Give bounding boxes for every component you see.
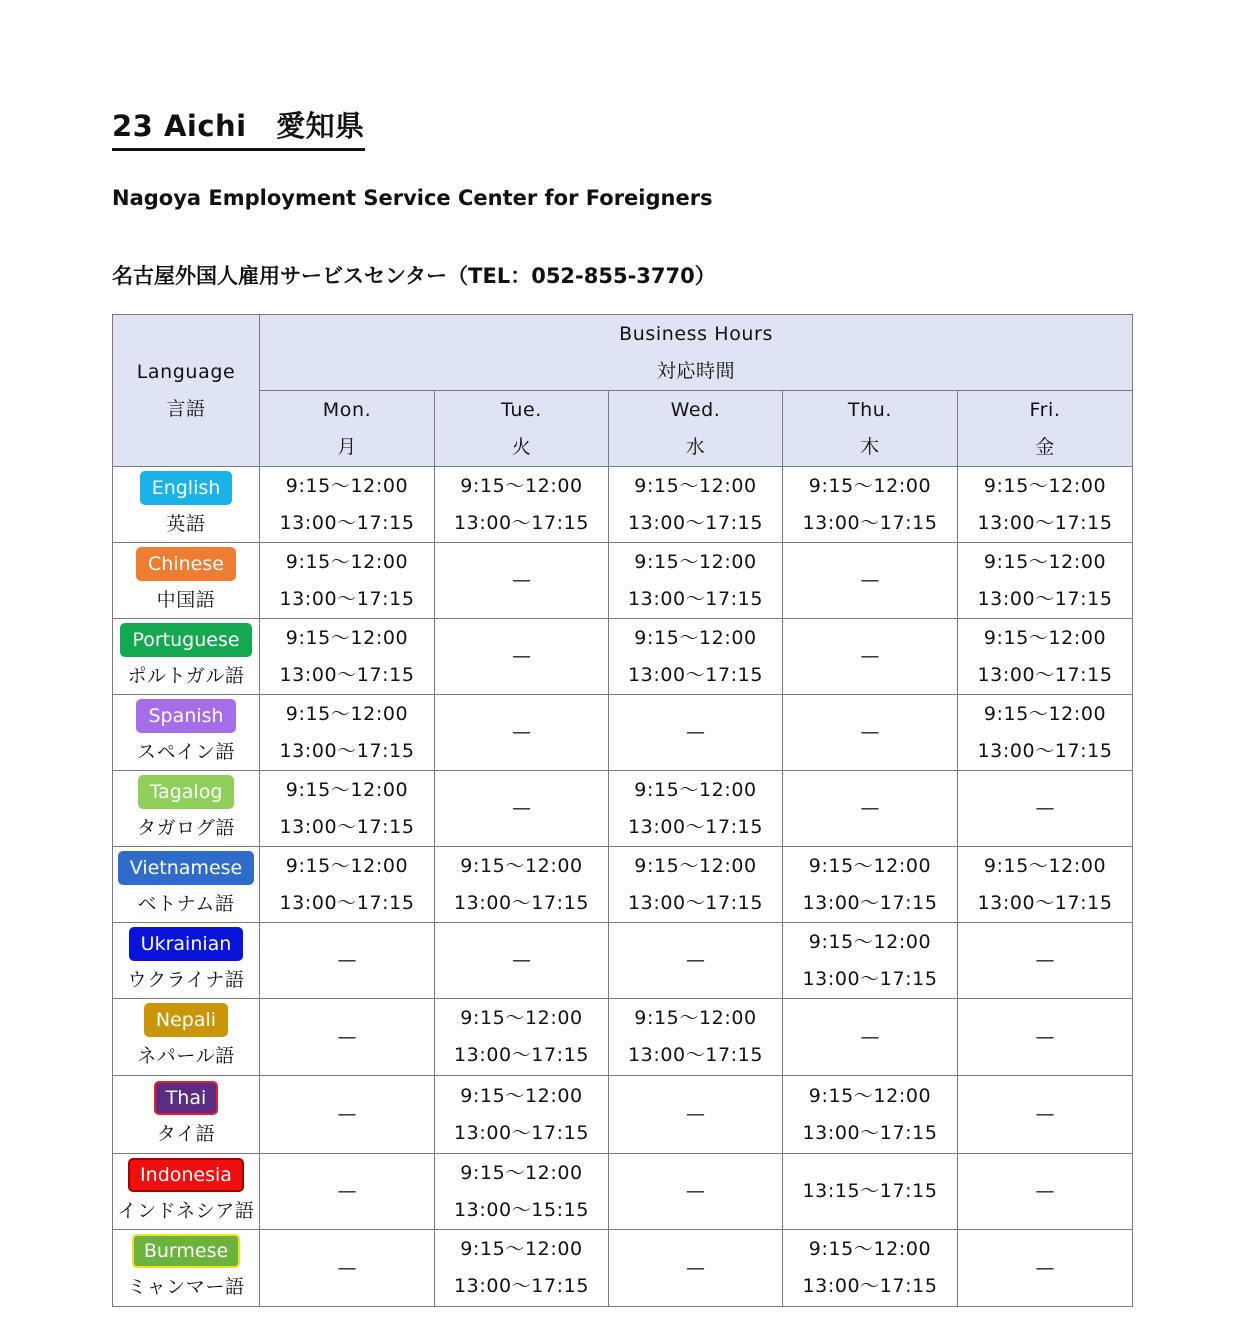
- hours-cell-closed: [958, 771, 1133, 847]
- hours-cell-closed: [435, 923, 609, 999]
- hours-cell-closed: [260, 1230, 435, 1307]
- hours-range: 9:15～12:00: [983, 550, 1107, 573]
- hours-cell: [435, 1154, 609, 1230]
- hours-cell-closed: [260, 1154, 435, 1230]
- table-row: [113, 1076, 1133, 1154]
- hours-cell-closed: [783, 999, 958, 1076]
- hours-range: 9:15～12:00: [983, 854, 1107, 877]
- table-row: [113, 467, 1133, 543]
- hours-range: 9:15～12:00: [285, 854, 409, 877]
- language-badge: Chinese: [136, 547, 236, 581]
- hours-cell-closed: [783, 771, 958, 847]
- table-row: [113, 619, 1133, 695]
- hours-range: 13:00～17:15: [627, 511, 764, 534]
- table-row: [113, 771, 1133, 847]
- language-cell: [113, 923, 260, 999]
- closed-dash: —: [512, 569, 531, 591]
- business-hours-header-ja: 対応時間: [656, 359, 736, 382]
- hours-cell-closed: [958, 1230, 1133, 1307]
- closed-dash: —: [686, 1180, 705, 1202]
- closed-dash: —: [337, 1256, 357, 1279]
- hours-range: 9:15～12:00: [460, 1084, 583, 1107]
- hours-range: 9:15～12:00: [808, 930, 932, 953]
- day-en: Mon.: [322, 398, 372, 421]
- language-badge: Nepali: [144, 1003, 228, 1037]
- language-cell: [113, 695, 260, 771]
- hours-cell-closed: [958, 999, 1133, 1076]
- hours-range: 9:15～12:00: [285, 778, 409, 801]
- closed-dash: —: [860, 797, 880, 819]
- hours-range: 9:15～12:00: [634, 626, 757, 649]
- language-name-ja: インドネシア語: [117, 1199, 255, 1222]
- hours-range: 9:15～12:00: [808, 474, 932, 497]
- hours-range: 13:00～17:15: [802, 511, 938, 534]
- center-name-en: Nagoya Employment Service Center for Foreigners: [112, 186, 713, 210]
- day-en: Tue.: [501, 398, 542, 421]
- closed-dash: —: [512, 797, 531, 819]
- hours-range: 13:00～17:15: [977, 739, 1113, 762]
- language-cell: [113, 467, 260, 543]
- hours-cell-closed: [260, 923, 435, 999]
- hours-cell: [260, 695, 435, 771]
- hours-cell: [260, 467, 435, 543]
- hours-range: 13:00～17:15: [977, 511, 1113, 534]
- hours-range: 9:15～12:00: [460, 1161, 583, 1184]
- language-cell: [113, 543, 260, 619]
- hours-range: 13:00～17:15: [627, 1044, 764, 1066]
- hours-cell-closed: [609, 1230, 783, 1307]
- closed-dash: —: [512, 645, 531, 667]
- closed-dash: —: [512, 949, 531, 971]
- table-row: [113, 543, 1133, 619]
- hours-cell-closed: [435, 695, 609, 771]
- hours-cell: [609, 999, 783, 1076]
- language-name-ja: 英語: [166, 512, 206, 535]
- language-badge: Indonesia: [128, 1158, 244, 1192]
- hours-range: 13:00～17:15: [627, 891, 764, 914]
- closed-dash: —: [686, 1256, 705, 1279]
- hours-cell-closed: [958, 1076, 1133, 1154]
- hours-cell: [435, 1076, 609, 1154]
- closed-dash: —: [860, 721, 880, 743]
- hours-cell-closed: [260, 999, 435, 1076]
- language-name-ja: ポルトガル語: [127, 664, 245, 687]
- hours-range: 13:00～17:15: [279, 511, 415, 534]
- language-header: [113, 315, 260, 467]
- hours-cell: [435, 1230, 609, 1307]
- hours-cell-closed: [958, 1154, 1133, 1230]
- hours-cell-closed: [435, 543, 609, 619]
- table-row: [113, 923, 1133, 999]
- hours-cell-closed: [609, 923, 783, 999]
- day-header-fri: [958, 391, 1133, 467]
- hours-range: 13:00～17:15: [453, 891, 590, 914]
- hours-cell: [609, 847, 783, 923]
- table-row: [113, 695, 1133, 771]
- language-badge: English: [140, 471, 233, 505]
- hours-cell: [783, 923, 958, 999]
- language-cell: [113, 1154, 260, 1230]
- hours-cell: [958, 847, 1133, 923]
- hours-cell: [260, 543, 435, 619]
- language-cell: [113, 619, 260, 695]
- hours-range: 9:15～12:00: [634, 778, 757, 801]
- day-header-thu: [783, 391, 958, 467]
- closed-dash: —: [860, 645, 880, 667]
- closed-dash: —: [1035, 949, 1055, 971]
- hours-cell: [260, 771, 435, 847]
- schedule-body: [113, 467, 1133, 1307]
- language-name-ja: タイ語: [156, 1122, 216, 1145]
- hours-range: 9:15～12:00: [460, 1238, 583, 1260]
- table-row: [113, 999, 1133, 1076]
- closed-dash: —: [686, 721, 705, 743]
- hours-range: 9:15～12:00: [634, 1007, 757, 1029]
- closed-dash: —: [1035, 797, 1055, 819]
- hours-range: 9:15～12:00: [808, 1084, 932, 1107]
- hours-range: 13:00～17:15: [279, 663, 415, 686]
- language-cell: [113, 1230, 260, 1307]
- hours-range: 13:00～17:15: [279, 815, 415, 838]
- hours-range: 13:00～17:15: [802, 1121, 938, 1144]
- language-badge: Spanish: [136, 699, 235, 733]
- language-name-ja: ネパール語: [137, 1045, 235, 1067]
- table-row: [113, 1154, 1133, 1230]
- hours-range: 13:00～17:15: [453, 1121, 590, 1144]
- hours-cell-closed: [260, 1076, 435, 1154]
- hours-range: 9:15～12:00: [460, 854, 583, 877]
- closed-dash: —: [686, 1103, 705, 1125]
- closed-dash: —: [337, 1025, 357, 1048]
- hours-cell: [609, 543, 783, 619]
- language-badge: Portuguese: [120, 623, 251, 657]
- hours-range: 13:00～17:15: [279, 587, 415, 610]
- business-hours-header: [260, 315, 1133, 391]
- hours-range: 13:00～17:15: [627, 587, 764, 610]
- hours-cell: [783, 1076, 958, 1154]
- closed-dash: —: [337, 949, 357, 971]
- hours-cell: [958, 543, 1133, 619]
- hours-cell: [958, 619, 1133, 695]
- closed-dash: —: [337, 1103, 357, 1125]
- language-badge: Burmese: [132, 1234, 240, 1268]
- closed-dash: —: [686, 949, 705, 971]
- hours-cell-closed: [783, 695, 958, 771]
- business-hours-header-en: Business Hours: [619, 322, 773, 345]
- day-ja: 水: [685, 435, 706, 458]
- table-row: [113, 1230, 1133, 1307]
- day-ja: 火: [511, 435, 532, 458]
- day-en: Wed.: [670, 398, 721, 421]
- hours-range: 9:15～12:00: [983, 626, 1107, 649]
- hours-range: 9:15～12:00: [983, 474, 1107, 497]
- language-name-ja: スペイン語: [136, 740, 235, 763]
- closed-dash: —: [860, 569, 880, 591]
- language-header-en: Language: [136, 360, 236, 383]
- language-badge: Tagalog: [138, 775, 235, 809]
- hours-cell: [783, 1154, 958, 1230]
- hours-range: 9:15～12:00: [460, 1007, 583, 1029]
- hours-cell-closed: [609, 1076, 783, 1154]
- language-cell: [113, 847, 260, 923]
- hours-cell: [958, 467, 1133, 543]
- language-header-ja: 言語: [166, 397, 206, 420]
- hours-cell: [783, 467, 958, 543]
- hours-range: 13:00～17:15: [802, 891, 938, 914]
- hours-range: 9:15～12:00: [285, 626, 409, 649]
- day-ja: 木: [860, 435, 880, 458]
- day-en: Fri.: [1029, 398, 1061, 421]
- table-row: [113, 847, 1133, 923]
- hours-range: 13:00～17:15: [977, 587, 1113, 610]
- language-name-ja: タガログ語: [136, 816, 235, 839]
- hours-cell-closed: [609, 695, 783, 771]
- closed-dash: —: [1035, 1025, 1055, 1048]
- hours-range: 13:00～17:15: [627, 815, 764, 838]
- hours-cell: [260, 847, 435, 923]
- closed-dash: —: [1035, 1180, 1055, 1202]
- day-header-wed: [609, 391, 783, 467]
- hours-range: 9:15～12:00: [808, 854, 932, 877]
- closed-dash: —: [337, 1180, 357, 1202]
- hours-cell-closed: [609, 1154, 783, 1230]
- hours-range: 13:00～17:15: [977, 663, 1113, 686]
- closed-dash: —: [512, 721, 531, 743]
- language-badge: Thai: [154, 1081, 219, 1115]
- hours-cell: [609, 771, 783, 847]
- hours-range: 13:00～17:15: [802, 1275, 938, 1297]
- hours-range: 13:00～17:15: [453, 1044, 590, 1066]
- hours-range: 9:15～12:00: [285, 702, 409, 725]
- hours-range: 13:00～17:15: [279, 891, 415, 914]
- hours-range: 9:15～12:00: [634, 474, 757, 497]
- day-ja: 月: [337, 435, 357, 458]
- hours-cell: [958, 695, 1133, 771]
- language-cell: [113, 1076, 260, 1154]
- language-name-ja: ミャンマー語: [127, 1276, 245, 1298]
- language-cell: [113, 771, 260, 847]
- day-header-mon: [260, 391, 435, 467]
- closed-dash: —: [1035, 1103, 1055, 1125]
- hours-range: 13:00～15:15: [453, 1198, 590, 1221]
- hours-cell-closed: [783, 619, 958, 695]
- business-hours-table: [112, 314, 1133, 1307]
- hours-cell: [783, 847, 958, 923]
- hours-range: 13:00～17:15: [802, 967, 938, 990]
- hours-range: 9:15～12:00: [460, 474, 583, 497]
- language-name-ja: 中国語: [156, 588, 216, 611]
- hours-cell-closed: [435, 771, 609, 847]
- hours-cell: [609, 467, 783, 543]
- day-header-tue: [435, 391, 609, 467]
- hours-range: 9:15～12:00: [285, 474, 409, 497]
- closed-dash: —: [860, 1025, 880, 1048]
- hours-cell: [435, 999, 609, 1076]
- page-title: 23 Aichi 愛知県: [112, 104, 365, 151]
- hours-cell-closed: [958, 923, 1133, 999]
- hours-range: 13:00～17:15: [453, 1275, 590, 1297]
- hours-cell: [260, 619, 435, 695]
- hours-range: 9:15～12:00: [808, 1238, 932, 1260]
- center-name-ja: 名古屋外国人雇用サービスセンター（TEL：052-855-3770）: [112, 264, 716, 288]
- hours-range: 13:00～17:15: [977, 891, 1113, 914]
- language-cell: [113, 999, 260, 1076]
- hours-cell: [435, 847, 609, 923]
- hours-cell: [783, 1230, 958, 1307]
- language-badge: Ukrainian: [129, 927, 244, 961]
- day-ja: 金: [1035, 435, 1055, 458]
- hours-range: 13:15～17:15: [802, 1180, 938, 1202]
- hours-range: 9:15～12:00: [285, 550, 409, 573]
- hours-cell: [435, 467, 609, 543]
- closed-dash: —: [1035, 1256, 1055, 1279]
- hours-range: 13:00～17:15: [627, 663, 764, 686]
- language-name-ja: ウクライナ語: [127, 968, 245, 991]
- hours-range: 13:00～17:15: [453, 511, 590, 534]
- language-badge: Vietnamese: [118, 851, 254, 885]
- hours-cell: [609, 619, 783, 695]
- language-name-ja: ベトナム語: [137, 892, 235, 915]
- hours-range: 9:15～12:00: [634, 550, 757, 573]
- hours-cell-closed: [435, 619, 609, 695]
- hours-cell-closed: [783, 543, 958, 619]
- hours-range: 9:15～12:00: [634, 854, 757, 877]
- hours-range: 9:15～12:00: [983, 702, 1107, 725]
- day-en: Thu.: [847, 398, 893, 421]
- hours-range: 13:00～17:15: [279, 739, 415, 762]
